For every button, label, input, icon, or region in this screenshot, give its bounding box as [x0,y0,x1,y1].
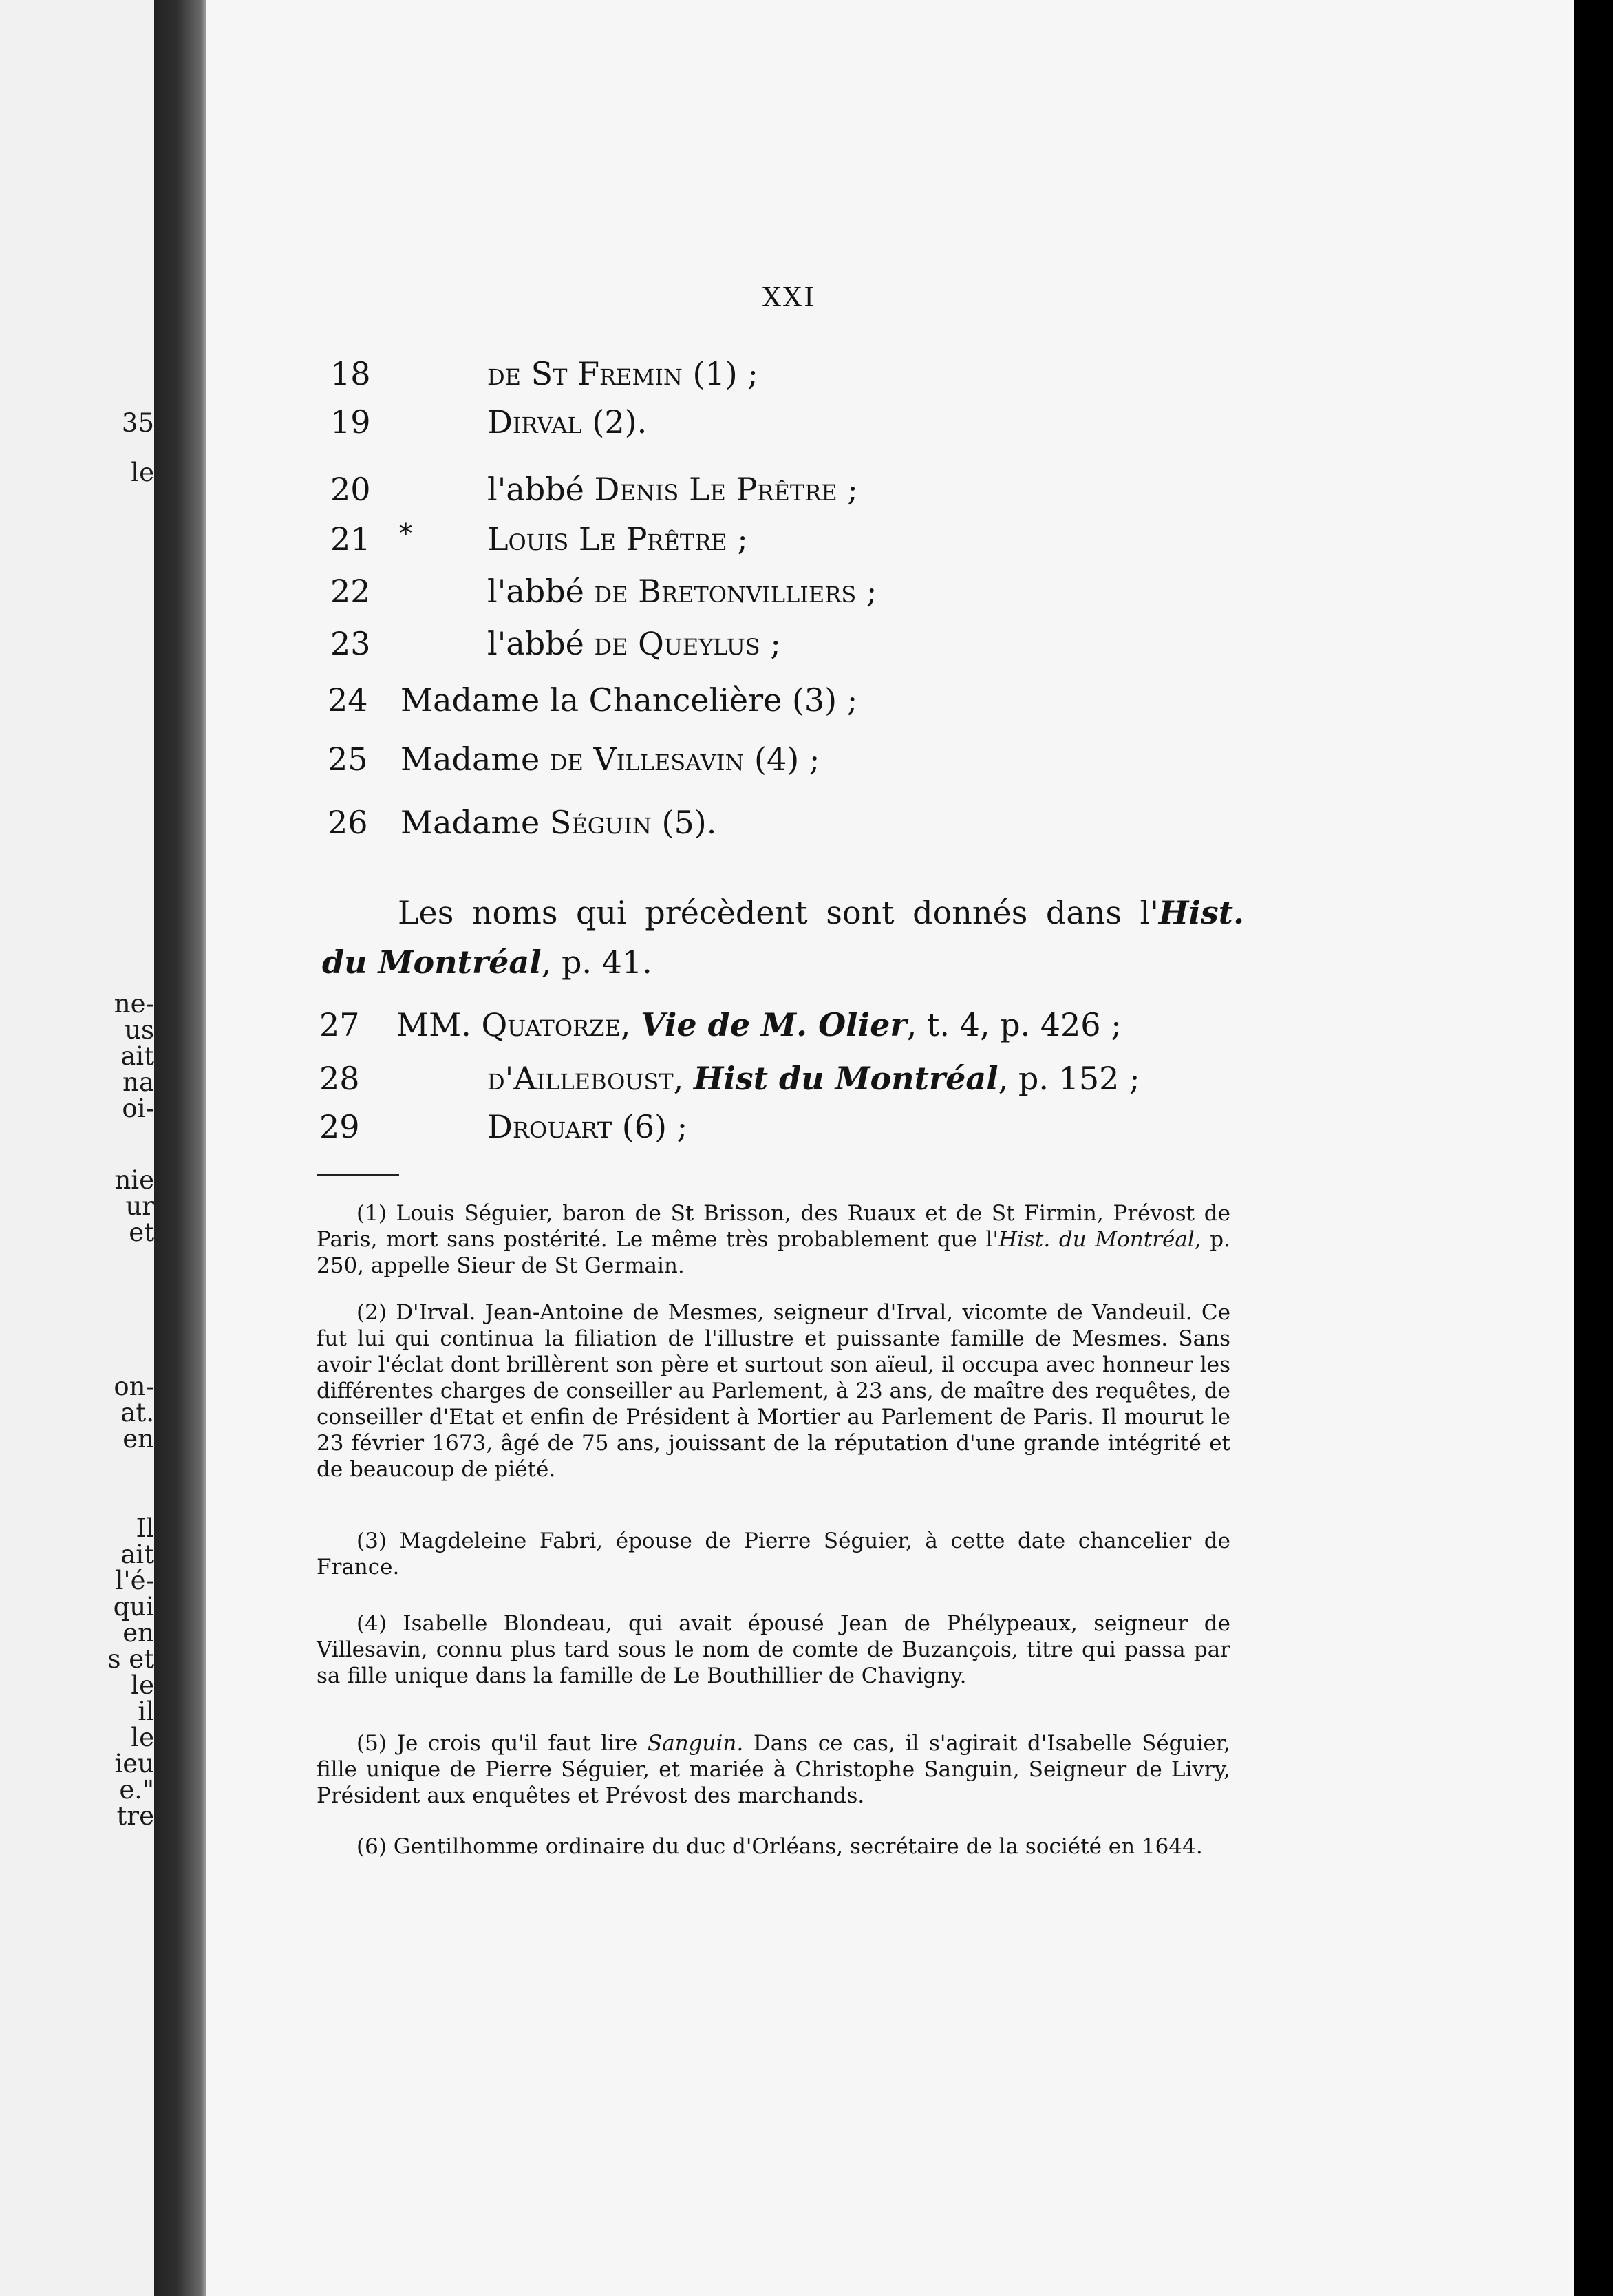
text-run: de St Fremin [487,355,683,392]
text-run: Dans ce cas, il s'agirait d'Isabelle Séguier, fille unique de Pierre Séguier, et mariée à Christophe Sanguin, Seigneur de Livry, Président aux enquêtes et Prévost des marchands. [317,1731,1231,1808]
text-run: l'abbé [487,625,595,662]
text-run: Madame la Chancelière (3) ; [400,681,858,719]
facing-page-fragment: oi- [122,1094,154,1123]
footnote-rule [317,1174,399,1176]
facing-page-fragment: ur [125,1191,154,1221]
list-item-number: 24 [328,681,368,719]
text-run: ; [760,625,781,662]
text-run: (4) Isabelle Blondeau, qui avait épousé Jean de Phélypeaux, seigneur de Villesavin, connu plus tard sous le nom de comte de Buzançois, titre qui passa par sa fille unique dans la famille de Le Bouthillier de Chavigny. [317,1611,1230,1688]
text-run: Denis Le Prêtre [594,471,837,508]
list-item-number: 21 [330,520,371,557]
page-edge-right [1574,0,1613,2296]
list-item-text [487,573,877,610]
footnote-2 [317,1299,1230,1482]
facing-page-fragment: ait [120,1540,154,1569]
list-item-number: 18 [330,355,371,392]
facing-page-fragment: na [122,1067,154,1097]
footnote-4 [317,1611,1230,1689]
text-run: (6) Gentilhomme ordinaire du duc d'Orléans, secrétaire de la société en 1644. [356,1834,1203,1859]
text-run: (3) Magdeleine Fabri, épouse de Pierre Séguier, à cette date chancelier de France. [317,1529,1230,1580]
facing-page-fragment: il [138,1697,154,1726]
text-run: Louis Le Prêtre [487,520,727,557]
facing-page-fragment: tre [116,1801,154,1831]
text-run: de Bretonvilliers [594,573,857,610]
text-run: (5). [651,804,717,841]
list-item-number: 26 [328,804,368,841]
text-run: (2) D'Irval. Jean-Antoine de Mesmes, seigneur d'Irval, vicomte de Vandeuil. Ce fut lui qui continua la filiation de l'illustre et puissante famille de Mesmes. Sans avoir l'éclat dont brillèrent son père et surtout son aïeul, il occupa avec honneur les différentes charges de conseiller au Parlement, à 23 ans, de maître des requêtes, de conseiller d'Etat et enfin de Président à Mortier au Parlement de Paris. Il mourut le 23 février 1673, âgé de 75 ans, jouissant de la réputation d'une grande intégrité et de beaucoup de piété. [317,1300,1230,1482]
list-item-text [400,741,820,778]
text-run: l'abbé [487,573,595,610]
list-item-number: 25 [328,741,368,778]
list-item-text [487,1060,1140,1097]
text-run: Madame [400,804,550,841]
list-item-text [487,625,781,662]
facing-page-fragment: le [131,1723,154,1752]
text-run: (2). [581,403,648,440]
list-item-number: 20 [330,471,371,508]
facing-page-fragment: s et [107,1644,154,1674]
text-run: , [673,1060,694,1097]
text-run: d'Ailleboust [487,1060,674,1097]
text-run: Quatorze [481,1006,621,1043]
text-run: ; [856,573,877,610]
facing-page-left [0,0,154,2296]
text-run: Sanguin. [648,1731,744,1756]
text-run: ; [727,520,748,557]
book-page [206,0,1574,2296]
footnote-3 [317,1528,1230,1580]
facing-page-fragment: qui [113,1592,154,1622]
list-item-number: 29 [319,1108,360,1145]
list-item-number: 27 [319,1006,360,1043]
facing-page-fragment: 35 [121,408,154,438]
text-run: ; [837,471,858,508]
book-gutter [154,0,209,2296]
text-run: Madame [400,741,550,778]
source-note-line-2: du Montréal, p. 41. [322,944,652,981]
list-item-number: 22 [330,573,371,610]
text-run: l'abbé [487,471,595,508]
text-run: (1) ; [682,355,758,392]
list-item-number: 28 [319,1060,360,1097]
facing-page-fragment: le [131,458,154,487]
text-run: Drouart [487,1108,612,1145]
asterisk-mark: * [399,518,412,549]
list-item-text [487,355,758,392]
text-run: Vie de M. Olier [641,1006,907,1043]
text-run: Hist. du Montréal [998,1227,1195,1252]
facing-page-fragment: Il [136,1513,154,1543]
list-item-text [487,1108,688,1145]
text-run: de Villesavin [549,741,745,778]
list-item-text [487,520,748,557]
footnote-1 [317,1200,1230,1279]
text-run: , p. 250, appelle Sieur de St Germain. [317,1227,1230,1278]
facing-page-fragment: on- [114,1372,154,1401]
page-number: XXI [762,282,817,312]
list-item-text [396,1006,1122,1043]
text-run: , p. 152 ; [998,1060,1140,1097]
text-run: (5) Je crois qu'il faut lire [356,1731,648,1756]
list-item-text [400,681,858,719]
text-run: Hist du Montréal [693,1060,998,1097]
facing-page-fragment: ieu [114,1749,154,1778]
list-item-text [487,403,648,440]
facing-page-fragment: at. [120,1398,154,1427]
list-item-text [400,804,717,841]
facing-page-fragment: nie [114,1165,154,1195]
facing-page-fragment: ne- [114,989,154,1019]
list-item-text [487,471,858,508]
text-run: (6) ; [612,1108,688,1145]
facing-page-fragment: le [131,1670,154,1700]
text-run: MM. [396,1006,482,1043]
list-item-number: 19 [330,403,371,440]
text-run: , t. 4, p. 426 ; [906,1006,1122,1043]
text-run: , [620,1006,641,1043]
text-run: de Queylus [594,625,760,662]
footnote-5 [317,1730,1230,1809]
facing-page-fragment: e." [119,1775,154,1805]
facing-page-fragment: et [129,1218,154,1247]
facing-page-fragment: en [122,1424,154,1454]
source-note-line-1: Les noms qui précèdent sont donnés dans l'Hist. [398,894,1244,931]
facing-page-fragment: l'é- [115,1566,154,1595]
source-note [322,888,1244,987]
text-run: (4) ; [744,741,820,778]
facing-page-fragment: ait [120,1041,154,1071]
text-run: (1) Louis Séguier, baron de St Brisson, des Ruaux et de St Firmin, Prévost de Paris, mort sans postérité. Le même très probablement que l' [317,1201,1230,1252]
facing-page-fragment: en [122,1618,154,1648]
footnote-6 [317,1833,1230,1860]
text-run: Dirval [487,403,582,440]
facing-page-fragment: us [125,1015,154,1045]
list-item-number: 23 [330,625,371,662]
text-run: Séguin [549,804,652,841]
